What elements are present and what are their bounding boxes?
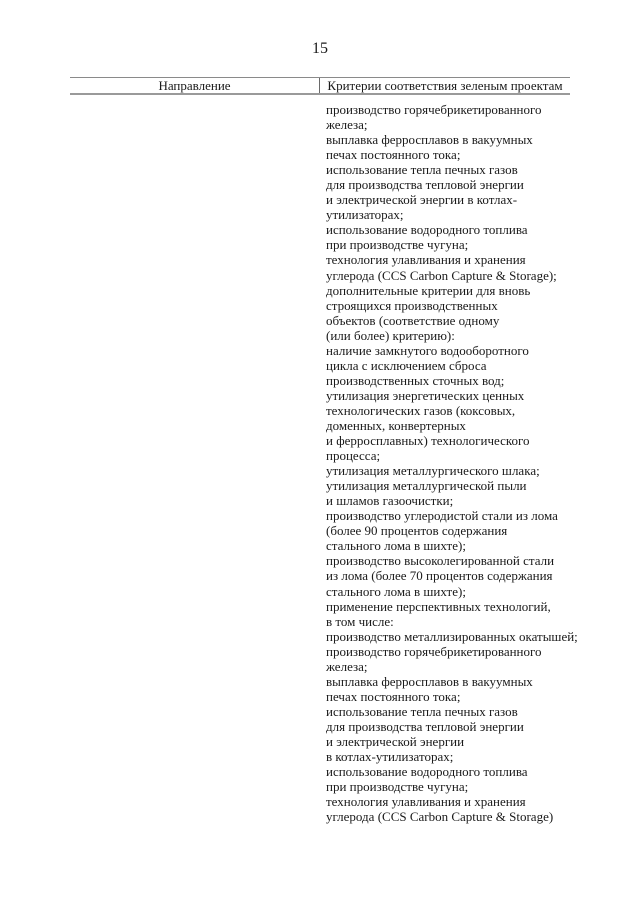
criteria-line: в котлах-утилизаторах; bbox=[326, 749, 454, 765]
criteria-line: технологических газов (коксовых, bbox=[326, 402, 516, 418]
criteria-line: технология улавливания и хранения bbox=[326, 794, 526, 810]
criteria-line: цикла с исключением сброса bbox=[326, 357, 487, 373]
criteria-line: производство высоколегированной стали bbox=[326, 553, 555, 569]
criteria-line: и электрической энергии в котлах- bbox=[326, 192, 518, 208]
column-header-direction: Направление bbox=[70, 78, 320, 93]
criteria-line: производство металлизированных окатышей; bbox=[326, 628, 578, 644]
criteria-line: печах постоянного тока; bbox=[326, 688, 461, 704]
criteria-line: производственных сточных вод; bbox=[326, 372, 505, 388]
criteria-line: печах постоянного тока; bbox=[326, 147, 461, 163]
criteria-line: и шламов газоочистки; bbox=[326, 493, 454, 509]
criteria-line: железа; bbox=[326, 117, 368, 133]
table-header-row bbox=[70, 77, 570, 95]
criteria-line: для производства тепловой энергии bbox=[326, 177, 524, 193]
criteria-line: утилизация металлургической пыли bbox=[326, 478, 527, 494]
criteria-line: использование водородного топлива bbox=[326, 222, 528, 238]
criteria-line: доменных, конвертерных bbox=[326, 417, 466, 433]
page-number: 15 bbox=[312, 40, 328, 57]
column-header-criteria: Критерии соответствия зеленым проектам bbox=[327, 78, 563, 93]
criteria-line: и электрической энергии bbox=[326, 733, 465, 749]
criteria-line: использование тепла печных газов bbox=[326, 703, 518, 719]
criteria-cell bbox=[326, 102, 576, 824]
criteria-line: объектов (соответствие одному bbox=[326, 312, 500, 328]
criteria-line: (или более) критерию): bbox=[326, 327, 455, 343]
criteria-line: процесса; bbox=[326, 448, 381, 464]
criteria-line: использование тепла печных газов bbox=[326, 162, 518, 178]
criteria-line: углерода (CCS Carbon Capture & Storage); bbox=[326, 267, 557, 283]
criteria-line: утилизация энергетических ценных bbox=[326, 387, 525, 403]
criteria-line: из лома (более 70 процентов содержания bbox=[326, 568, 553, 584]
criteria-line: дополнительные критерии для вновь bbox=[326, 282, 531, 298]
criteria-line: производство горячебрикетированного bbox=[326, 643, 542, 659]
criteria-line: в том числе: bbox=[326, 613, 394, 629]
criteria-line: и ферросплавных) технологического bbox=[326, 433, 530, 449]
criteria-line: производство горячебрикетированного bbox=[326, 102, 542, 117]
criteria-line: выплавка ферросплавов в вакуумных bbox=[326, 673, 533, 689]
criteria-line: стального лома в шихте); bbox=[326, 583, 466, 599]
criteria-line: углерода (CCS Carbon Capture & Storage) bbox=[326, 809, 554, 825]
criteria-line: утилизация металлургического шлака; bbox=[326, 463, 540, 479]
criteria-line: наличие замкнутого водооборотного bbox=[326, 342, 529, 358]
criteria-line: использование водородного топлива bbox=[326, 764, 528, 780]
criteria-line: применение перспективных технологий, bbox=[326, 598, 551, 614]
criteria-line: строящихся производственных bbox=[326, 297, 498, 313]
criteria-line: железа; bbox=[326, 658, 368, 674]
criteria-line: выплавка ферросплавов в вакуумных bbox=[326, 132, 533, 148]
criteria-line: стального лома в шихте); bbox=[326, 538, 466, 554]
criteria-line: (более 90 процентов содержания bbox=[326, 523, 508, 539]
criteria-line: при производстве чугуна; bbox=[326, 237, 469, 253]
criteria-line: утилизаторах; bbox=[326, 207, 404, 223]
criteria-line: при производстве чугуна; bbox=[326, 779, 469, 795]
criteria-line: для производства тепловой энергии bbox=[326, 718, 524, 734]
criteria-line: производство углеродистой стали из лома bbox=[326, 508, 558, 524]
criteria-line: технология улавливания и хранения bbox=[326, 252, 526, 268]
